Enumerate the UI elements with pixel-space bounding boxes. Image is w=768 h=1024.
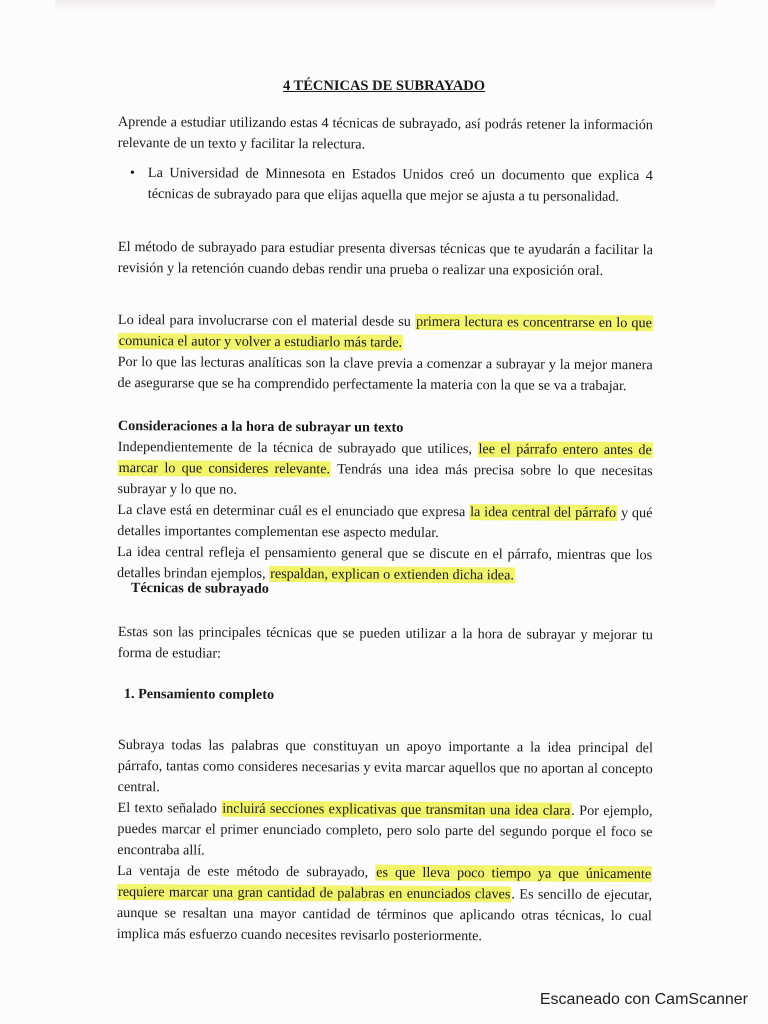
highlight: primera lectura es concentrarse en lo que comunica el autor y volver a estudiarlo más tarde.	[118, 313, 652, 351]
highlight: la idea central del párrafo	[470, 504, 617, 522]
bullet-icon: •	[129, 164, 135, 181]
highlight: lee el párrafo entero antes de marcar lo que consideres relevante.	[118, 441, 652, 478]
scan-edge	[55, 0, 715, 12]
paragraph-1: El método de subrayado para estudiar presenta diversas técnicas que te ayudarán a facilitar la revisión y la retención cuando debas rendir una prueba o realizar una exposición oral.	[117, 238, 653, 279]
section-heading: Consideraciones a la hora de subrayar un texto	[117, 417, 404, 436]
bullet-item: • La Universidad de Minnesota en Estados Unidos creó un documento que explica 4 técnicas de subrayado para que elijas aquella que mejor se ajusta a tu personalidad.	[129, 164, 653, 205]
paragraph-2: Lo ideal para involucrarse con el material desde su primera lectura es concentrarse en lo que comunica el autor y volver a estudiarlo más tarde. Por lo que las lecturas analíticas son la clave previa a comenzar a subrayar y la mejor manera de asegurarse que se ha comprendido perfectamente la materia con la que se va a trabajar.	[117, 311, 653, 395]
technique-1-body: Subraya todas las palabras que constituyan un apoyo importante a la idea principal del párrafo, tantas como consideres necesarias y evita marcar aquellos que no aportan al concepto central. El texto señalado incluirá secciones explicativas que transmitan una idea clara. Por ejemplo, puedes marcar el primer enunciado completo, pero solo parte del segundo porque el foco se encontraba allí. La ventaja de este método de subrayado, es que lleva poco tiempo ya que únicamente requiere marcar una gran cantidad de palabras en enunciados claves. Es sencillo de ejecutar, aunque se resaltan una mayor cantidad de términos que aplicando otras técnicas, lo cual implica más esfuerzo cuando necesites revisarlo posteriormente.	[116, 736, 653, 945]
highlight: respaldan, explican o extienden dicha idea.	[270, 565, 515, 584]
highlight: incluirá secciones explicativas que transmitan una idea clara	[222, 800, 571, 819]
techniques-intro: Estas son las principales técnicas que se pueden utilizar a la hora de subrayar y mejorar tu forma de estudiar:	[117, 623, 653, 662]
section-heading: 1. Pensamiento completo	[123, 686, 275, 703]
page-title: 4 TÉCNICAS DE SUBRAYADO	[282, 78, 486, 94]
scanner-watermark: Escaneado con CamScanner	[539, 991, 748, 1008]
intro-paragraph: Aprende a estudiar utilizando estas 4 técnicas de subrayado, así podrás retener la información relevante de un texto y facilitar la relectura.	[117, 113, 653, 153]
highlight: es que lleva poco tiempo ya que únicamente requiere marcar una gran cantidad de palabras en enunciados claves	[117, 864, 652, 903]
section-heading: Técnicas de subrayado	[130, 580, 269, 597]
considerations-section: Consideraciones a la hora de subrayar un texto Independientemente de la técnica de subrayado que utilices, lee el párrafo entero antes de marcar lo que consideres relevante. Tendrás una idea más precisa sobre lo que necesitas subrayar y lo que no. La clave está en determinar cuál es el enunciado que expresa la idea central del párrafo y qué detalles importantes complementan ese aspecto medular. La idea central refleja el pensamiento general que se discute en el párrafo, mientras que los detalles brindan ejemplos, respaldan, explican o extienden dicha idea.	[116, 417, 653, 584]
